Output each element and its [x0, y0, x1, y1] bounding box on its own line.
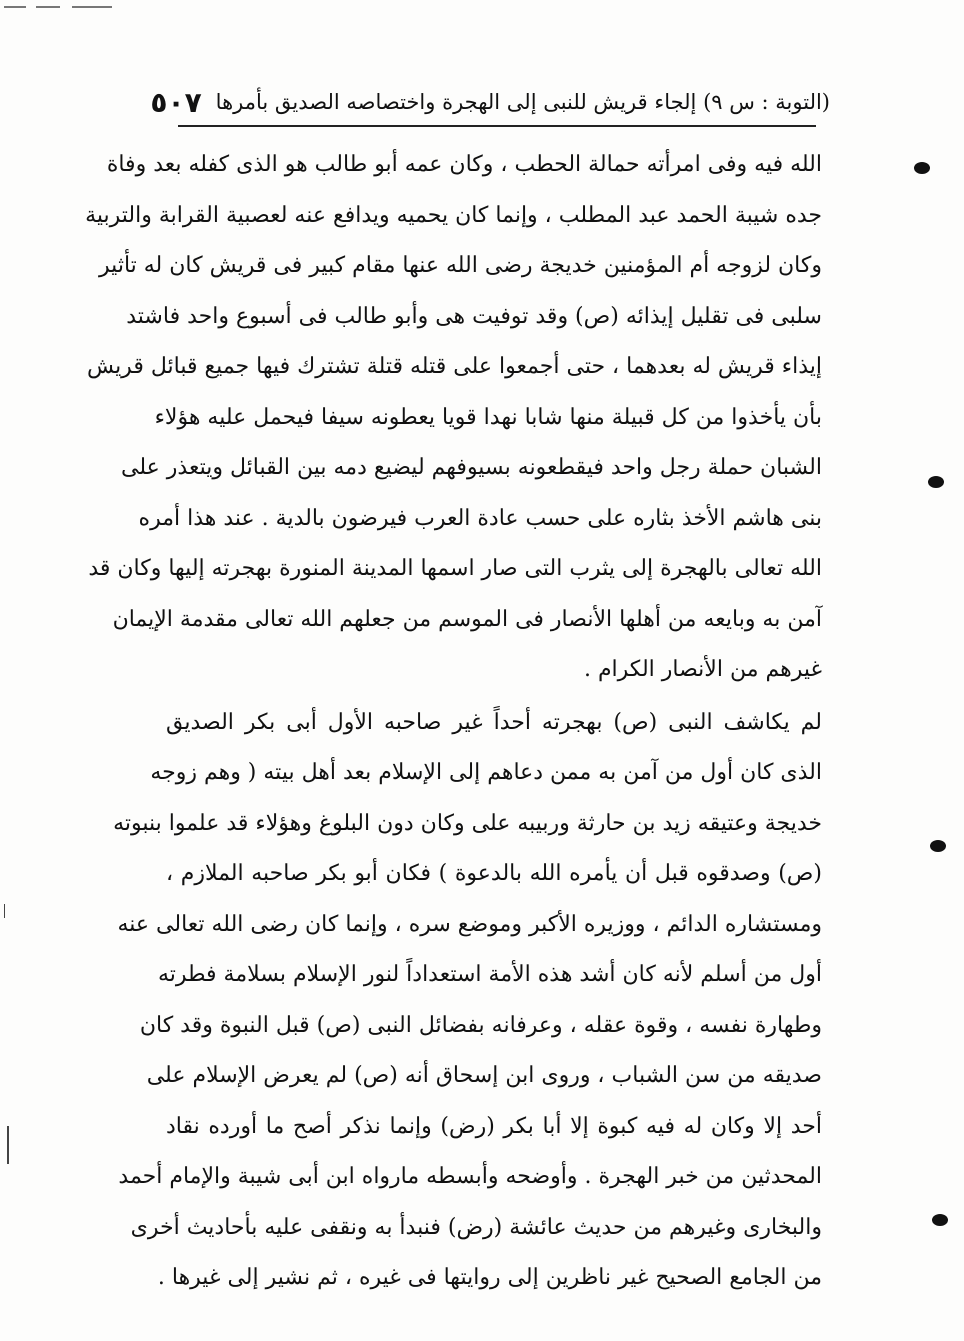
text-line: الذى كان أول من آمن به ممن دعاهم إلى الإسلام بعد أهل بيته ( وهم زوجه	[150, 760, 822, 785]
text-line: أول من أسلم لأنه كان أشد هذه الأمة استعداداً لنور الإسلام بسلامة فطرته	[157, 962, 822, 987]
text-line: بنى هاشم الأخذ بثاره على حسب عادة العرب فيرضون بالدية . عند هذا أمره	[138, 505, 822, 531]
text-line: الله فيه وفى امرأته حمالة الحطب ، وكان عمه أبو طالب هو الذى كفله بعد وفاة	[106, 152, 822, 177]
text-line: بأن يأخذوا من كل قبيلة منها شابا نهدا قويا يعطونه سيفا فيحمل عليه هؤلاء	[154, 404, 822, 430]
text-line: والبخارى وغيرهم من حديث عائشة (رض) فنبدأ به ونقفى عليه بأحاديث أخرى	[130, 1214, 822, 1240]
text-line: ومستشاره الدائم ، ووزيره الأكبر وموضع سره ، وإنما كان رضى الله تعالى عنه	[117, 911, 822, 937]
text-line: سلبى فى تقليل إيذائه (ص) وقد توفيت هى وأبو طالب فى أسبوع واحد فاشتد	[126, 303, 822, 329]
scan-artifact	[4, 6, 26, 8]
text-line: آمن به وبايعه من أهلها الأنصار فى الموسم من جعلهم الله تعالى مقدمة الإيمان	[112, 606, 822, 632]
scan-artifact	[4, 904, 5, 918]
header-rule	[178, 125, 816, 127]
header-title: (التوبة : س ٩) إلجاء قريش للنبى إلى الهجرة واختصاصه الصديق بأمرها	[215, 90, 830, 114]
binding-hole-mark	[932, 1214, 948, 1226]
binding-hole-mark	[914, 162, 930, 174]
paragraph-2	[113, 698, 822, 1304]
text-line: الشبان حملة رجل واحد فيقطعونه بسيوفهم ليضيع دمه بين القبائل ويتعذر على	[121, 455, 822, 480]
text-line: أحد إلا وكان له فيه كبوة إلا أبا بكر (رض) وإنما نذكر أصح ما أورده نقاد	[166, 1113, 822, 1139]
text-line: الله تعالى بالهجرة إلى يثرب التى صار اسمها المدينة المنورة بهجرته إليها وكان قد	[88, 556, 822, 581]
text-line: وكان لزوجه أم المؤمنين خديجة رضى الله عنها مقام كبير فى قريش كان له تأثير	[99, 253, 822, 278]
text-line: جده شيبة الحمد عبد المطلب ، وإنما كان يحميه ويدافع عنه لعصبية القرابة والتربية	[85, 202, 822, 228]
text-line: وطهارة نفسه ، وقوة عقله ، وعرفانه بفضائل النبى (ص) قبل النبوة وقد كان	[139, 1012, 822, 1038]
running-header	[150, 80, 830, 124]
binding-hole-mark	[928, 476, 944, 488]
text-line: صديقه من سن الشباب ، وروى ابن إسحاق أنه (ص) لم يعرض الإسلام على	[146, 1063, 822, 1088]
body-text	[85, 140, 822, 1304]
text-line: غيرهم من الأنصار الكرام .	[583, 657, 822, 682]
text-line: خديجة وعتيقه زيد بن حارثة وربيبه على وكان دون البلوغ وهؤلاء قد علموا بنبوته	[113, 810, 822, 836]
page-number: ٥٠٧	[150, 85, 202, 119]
text-line: من الجامع الصحيح غير ناظرين إلى روايتها فى غيره ، ثم نشير إلى غيرها .	[157, 1265, 822, 1290]
paragraph-1	[85, 140, 822, 696]
scan-artifact	[72, 6, 112, 8]
text-line: إيذاء قريش له بعدهما ، حتى أجمعوا على قتله قتلة تشترك فيها جميع قبائل قريش	[87, 354, 822, 379]
text-line: لم يكاشف النبى (ص) بهجرته أحداً غير صاحبه الأول أبى بكر الصديق	[166, 709, 822, 735]
binding-hole-mark	[930, 840, 946, 852]
text-line: المحدثين من خبر الهجرة . وأوضحه وأبسطه مارواه ابن أبى شيبة والإمام أحمد	[118, 1164, 822, 1189]
scan-artifact	[7, 1126, 9, 1164]
scan-artifact	[36, 6, 60, 8]
text-line: (ص) وصدقوه قبل أن يأمره الله بالدعوة ) فكان أبو بكر صاحبه الملازم ،	[166, 861, 822, 886]
